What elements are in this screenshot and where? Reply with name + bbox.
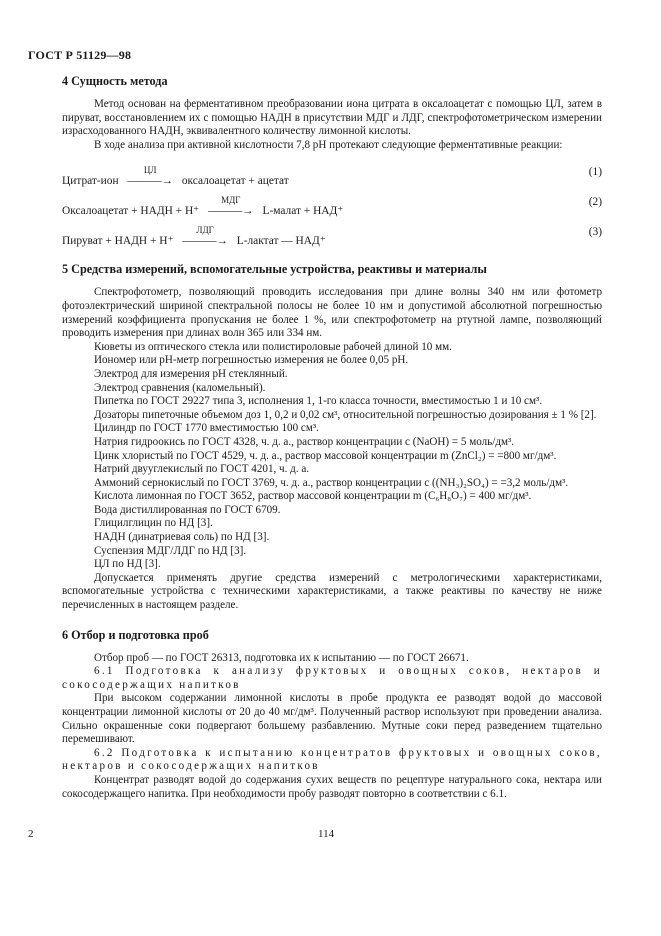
section-6-title: 6 Отбор и подготовка проб (62, 627, 209, 642)
enzyme-label: МДГ (221, 194, 241, 205)
equation-left: Пируват + НАДН + Н⁺ (62, 234, 174, 247)
reagent-item: Кислота лимонная по ГОСТ 3652, раствор массовой концентрации m (C₆H₈O₇) = 400 мг/дм³. (94, 490, 532, 503)
reagent-item: Суспензия МДГ/ЛДГ по НД [3]. (94, 544, 247, 557)
equipment-item: Электрод сравнения (каломельный). (94, 381, 266, 394)
equipment-item: Кюветы из оптического стекла или полистироловые рабочей длиной 10 мм. (94, 340, 452, 353)
reagent-item: ЦЛ по НД [3]. (94, 558, 161, 571)
equation-right: L-малат + НАД⁺ (262, 204, 344, 217)
reaction-arrow-icon: ———→ (127, 174, 173, 187)
reagent-item: Аммоний сернокислый по ГОСТ 3769, ч. д. а., раствор концентрации c ((NH₃)₂SO₄) = =3,2 моль/дм³. (94, 476, 569, 489)
reagent-item: Натрий двууглекислый по ГОСТ 4201, ч. д. а. (94, 463, 310, 476)
subsection-6-2-title: 6.2 Подготовка к испытанию концентратов фруктовых и овощных соков, нектаров и сокосодержащих напитков (62, 746, 602, 773)
subsection-6-2-text: Концентрат разводят водой до содержания сухих веществ по рецептуре натурального сока, нектара или сокосодержащего напитка. При необходимости пробу разводят повторно в соответствии с 6.1. (62, 773, 602, 800)
equation-2 (62, 196, 602, 218)
equipment-item: Дозаторы пипеточные объемом доз 1, 0,2 и 0,02 см³, относительной погрешностью дозирования ± 1 % [2]. (94, 408, 597, 421)
section-6-paragraph: Отбор проб — по ГОСТ 26313, подготовка их к испытанию — по ГОСТ 26671. (94, 651, 469, 664)
reagent-item: Цинк хлористый по ГОСТ 4529, ч. д. а., раствор массовой концентрации m (ZnCl₂) = =800 мг/дм³. (94, 449, 557, 462)
equation-number: (3) (588, 226, 602, 239)
reaction-arrow-icon: ———→ (208, 204, 254, 217)
equation-number: (2) (588, 196, 602, 209)
reagent-item: НАДН (динатриевая соль) по НД [3]. (94, 531, 270, 544)
page-number-center: 114 (318, 828, 335, 840)
page-number-left: 2 (28, 828, 34, 840)
equipment-item: Цилиндр по ГОСТ 1770 вместимостью 100 см³. (94, 422, 319, 435)
enzyme-label: ЛДГ (196, 224, 214, 235)
equation-3 (62, 226, 602, 248)
reagent-item: Глицилглицин по НД [3]. (94, 517, 213, 530)
reaction-arrow-icon: ———→ (182, 234, 228, 247)
equation-1 (62, 166, 602, 188)
section-5-note: Допускается применять другие средства измерений с метрологическими характеристиками, вспомогательные устройства с техническими характеристиками, а также реактивы по качеству не ниже перечисленных в настоящем разделе. (62, 571, 602, 612)
equation-right: оксалоацетат + ацетат (181, 174, 289, 187)
section-4-paragraph: В ходе анализа при активной кислотности 7,8 рН протекают следующие ферментативные реакции: (94, 138, 563, 151)
equation-left: Оксалоацетат + НАДН + Н⁺ (62, 204, 200, 217)
enzyme-label: ЦЛ (143, 164, 157, 175)
subsection-6-1-title: 6.1 Подготовка к анализу фруктовых и овощных соков, нектаров и сокосодержащих напитков (62, 665, 602, 691)
equipment-item: Пипетка по ГОСТ 29227 типа 3, исполнения 1, 1-го класса точности, вместимостью 1 и 10 см³. (94, 395, 543, 408)
document-header: ГОСТ Р 51129—98 (28, 48, 132, 62)
equation-left: Цитрат-ион (62, 174, 119, 187)
page-content (62, 74, 602, 801)
equation-right: L-лактат — НАД⁺ (236, 234, 326, 247)
equipment-item: Спектрофотометр, позволяющий проводить исследования при длине волны 340 нм или фотометр фотоэлектрический шириной спектральной полосы не более 10 нм и допустимой абсолютной погрешностью измерений коэффициента пропускания не более 1 %, или спектрофотометр на ртутной лампе, позволяющий проводить измерения при длинах волн 365 или 334 нм. (62, 286, 602, 340)
equipment-item: Электрод для измерения рН стеклянный. (94, 367, 288, 380)
equipment-item: Иономер или рН-метр погрешностью измерения не более 0,05 рН. (94, 354, 409, 367)
section-4-paragraph: Метод основан на ферментативном преобразовании иона цитрата в оксалоацетат с помощью ЦЛ, затем в пируват, восстановлением их с помощью НАДН в присутствии МДГ и ЛДГ, спектрофотометрическом измерении израсходованного НАДН, эквивалентного количеству лимонной кислоты. (62, 98, 602, 138)
reagent-item: Натрия гидроокись по ГОСТ 4328, ч. д. а., раствор концентрации c (NaOH) = 5 моль/дм³. (94, 435, 515, 448)
equation-number: (1) (588, 166, 602, 179)
subsection-6-1-text: При высоком содержании лимонной кислоты в пробе продукта ее разводят водой до массовой концентрации лимонной кислоты от 20 до 40 мг/дм³. Полученный раствор используют при проведении анализа. Сильно окрашенные соки подвергают большему разбавлению. Мутные соки перед разведением тщательно перемешивают. (62, 692, 602, 746)
section-4-title: 4 Сущность метода (62, 74, 168, 88)
reagent-item: Вода дистиллированная по ГОСТ 6709. (94, 503, 281, 516)
section-5-title: 5 Средства измерений, вспомогательные устройства, реактивы и материалы (62, 262, 487, 277)
